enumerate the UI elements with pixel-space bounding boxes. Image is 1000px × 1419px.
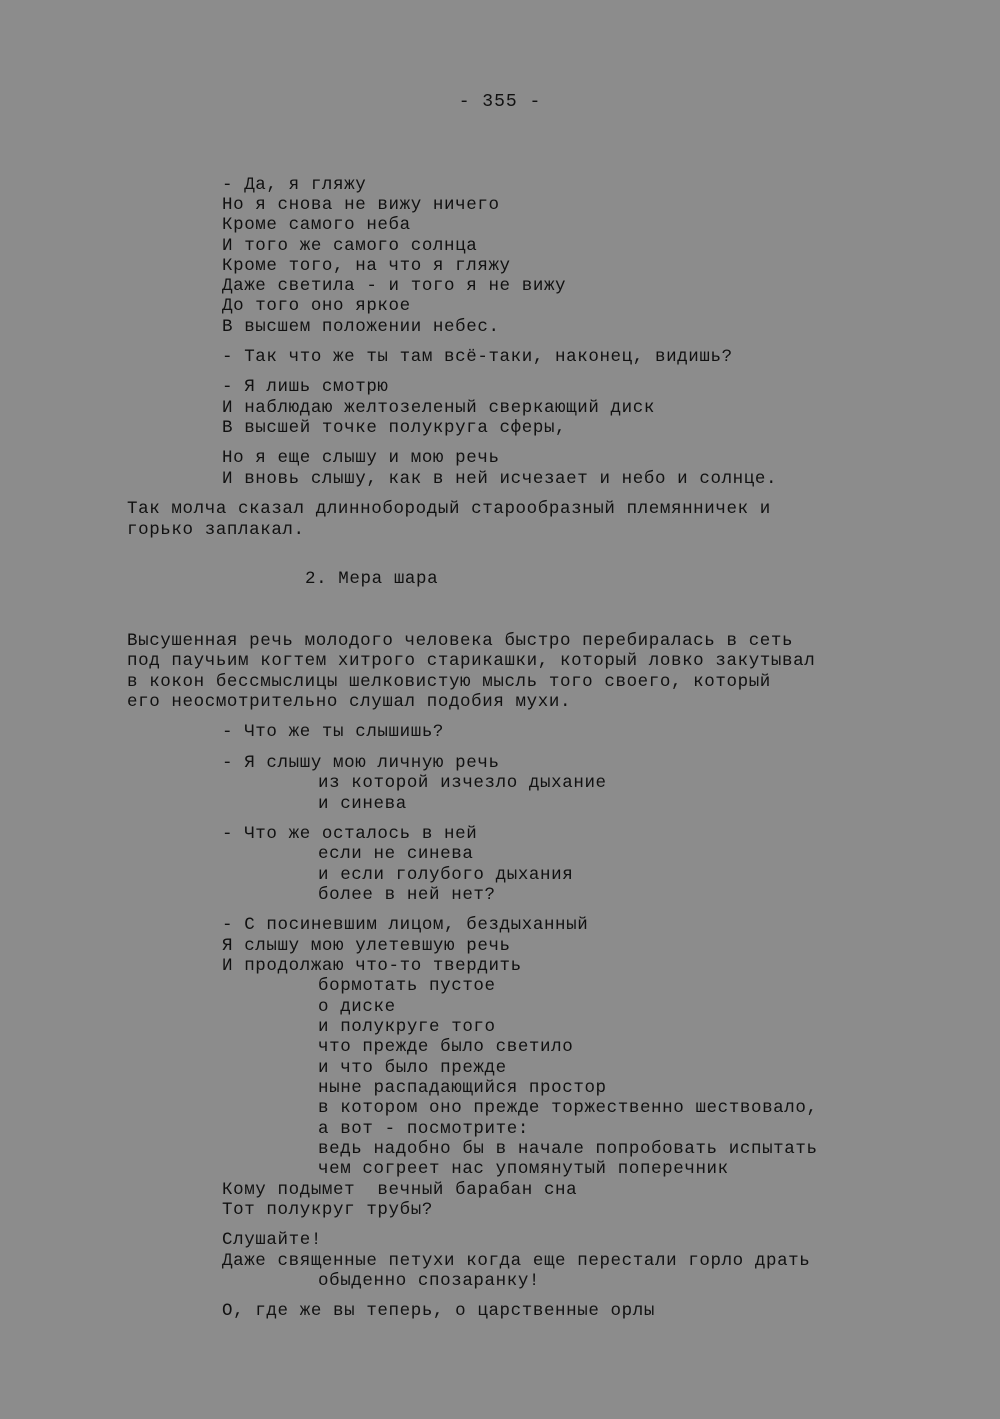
verse-line: если не синева xyxy=(318,844,474,864)
verse-line: Но я еще слышу и мою речь xyxy=(222,448,500,468)
prose-line: в кокон бессмыслицы шелковистую мысль того своего, который xyxy=(127,672,771,692)
verse-line: бормотать пустое xyxy=(318,976,496,996)
verse-line: чем согреет нас упомянутый поперечник xyxy=(318,1159,729,1179)
verse-line: - Я лишь смотрю xyxy=(222,377,389,397)
verse-line: И вновь слышу, как в ней исчезает и небо и солнце. xyxy=(222,469,778,489)
verse-line: и если голубого дыхания xyxy=(318,865,574,885)
verse-line: и полукруге того xyxy=(318,1017,496,1037)
section-title: 2. Мера шара xyxy=(305,569,439,589)
verse-line: - Так что же ты там всё-таки, наконец, видишь? xyxy=(222,347,733,367)
verse-line: обыденно спозаранку! xyxy=(318,1271,541,1291)
prose-line: под паучьим когтем хитрого старикашки, который ловко закутывал xyxy=(127,651,816,671)
verse-line: - Что же осталось в ней xyxy=(222,824,478,844)
verse-line: В высшем положении небес. xyxy=(222,317,500,337)
prose-line: Высушенная речь молодого человека быстро перебиралась в сеть xyxy=(127,631,794,651)
verse-line: Кроме того, на что я гляжу xyxy=(222,256,511,276)
verse-line: И того же самого солнца xyxy=(222,236,478,256)
verse-line: Я слышу мою улетевшую речь xyxy=(222,936,511,956)
verse-line: До того оно яркое xyxy=(222,296,411,316)
prose-line: его неосмотрительно слушал подобия мухи. xyxy=(127,692,572,712)
verse-line: о диске xyxy=(318,997,396,1017)
verse-line: ныне распадающийся простор xyxy=(318,1078,607,1098)
page-number: - 355 - xyxy=(458,92,542,112)
verse-line: Но я снова не вижу ничего xyxy=(222,195,500,215)
verse-line: Даже светила - и того я не вижу xyxy=(222,276,567,296)
verse-line: Кому подымет вечный барабан сна xyxy=(222,1180,578,1200)
verse-line: - С посиневшим лицом, бездыханный xyxy=(222,915,589,935)
verse-line: более в ней нет? xyxy=(318,885,496,905)
verse-line: в котором оно прежде торжественно шествовало, xyxy=(318,1098,818,1118)
prose-line: горько заплакал. xyxy=(127,520,305,540)
verse-line: Слушайте! xyxy=(222,1230,322,1250)
verse-line: а вот - посмотрите: xyxy=(318,1119,529,1139)
verse-line: О, где же вы теперь, о царственные орлы xyxy=(222,1301,655,1321)
verse-line: - Я слышу мою личную речь xyxy=(222,753,500,773)
verse-line: Даже священные петухи когда еще перестали горло драть xyxy=(222,1251,811,1271)
prose-line: Так молча сказал длиннобородый старообразный племянничек и xyxy=(127,499,771,519)
verse-line: И наблюдаю желтозеленый сверкающий диск xyxy=(222,398,655,418)
verse-line: из которой изчезло дыхание xyxy=(318,773,607,793)
verse-line: - Что же ты слышишь? xyxy=(222,722,445,742)
verse-line: что прежде было светило xyxy=(318,1037,574,1057)
verse-line: Кроме самого неба xyxy=(222,215,411,235)
verse-line: В высшей точке полукруга сферы, xyxy=(222,418,567,438)
verse-line: и синева xyxy=(318,794,407,814)
verse-line: Тот полукруг трубы? xyxy=(222,1200,433,1220)
verse-line: и что было прежде xyxy=(318,1058,507,1078)
verse-line: И продолжаю что-то твердить xyxy=(222,956,522,976)
verse-line: - Да, я гляжу xyxy=(222,175,367,195)
verse-line: ведь надобно бы в начале попробовать испытать xyxy=(318,1139,818,1159)
